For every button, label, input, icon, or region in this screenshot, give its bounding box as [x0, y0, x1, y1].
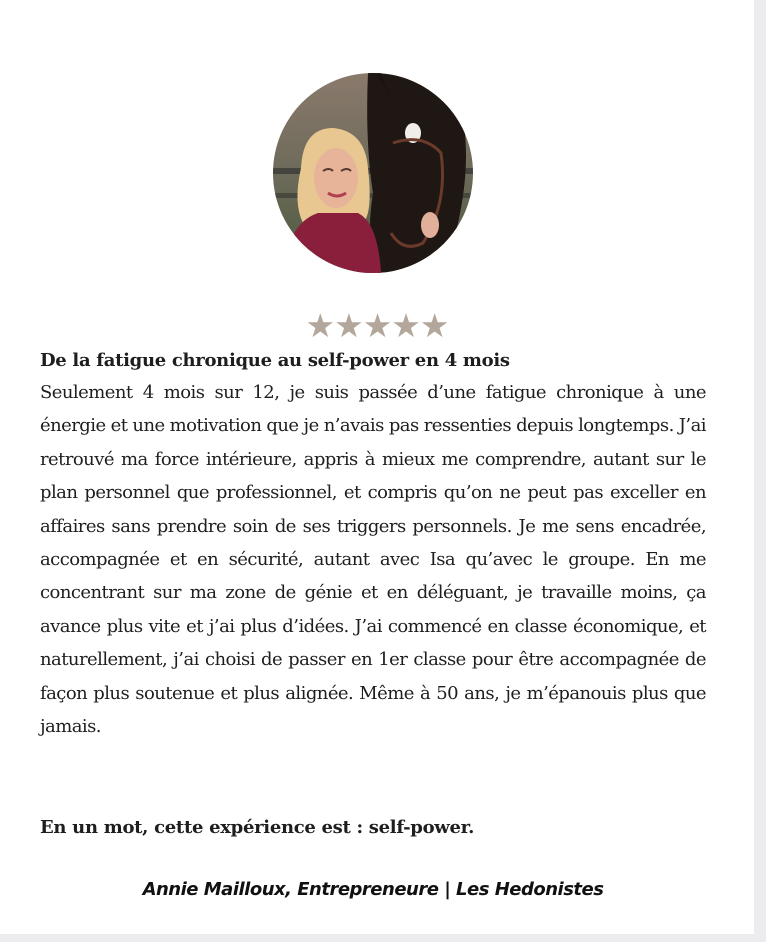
avatar-photo: [273, 73, 473, 273]
rating-stars: ★★★★★: [305, 306, 449, 345]
testimonial-body: Seulement 4 mois sur 12, je suis passée d’une fatigue chronique à une énergie et une motivation que je n’avais pas ressenties depuis longtemps. J’ai retrouvé ma force intérieure, appris à mieux me comprendre, autant sur le plan personnel que professionnel, et compris qu’on ne peut pas exceller en affaires sans prendre soin de ses triggers personnels. Je me sens encadrée, accompagnée et en sécurité, autant avec Isa qu’avec le groupe. En me concentrant sur ma zone de génie et en déléguant, je travaille moins, ça avance plus vite et j’ai plus d’idées. J’ai commencé en classe économique, et naturellement, j’ai choisi de passer en 1er classe pour être accompagnée de façon plus soutenue et plus alignée. Même à 50 ans, je m’épanouis plus que jamais.: [40, 382, 706, 738]
testimonial-title: De la fatigue chronique au self-power en 4 mois: [40, 350, 510, 371]
testimonial-author: Annie Mailloux, Entrepreneure | Les Hedonistes: [142, 879, 604, 900]
testimonial-content: [40, 346, 706, 743]
testimonial-summary: En un mot, cette expérience est : self-power.: [40, 817, 475, 838]
avatar: [273, 73, 473, 273]
